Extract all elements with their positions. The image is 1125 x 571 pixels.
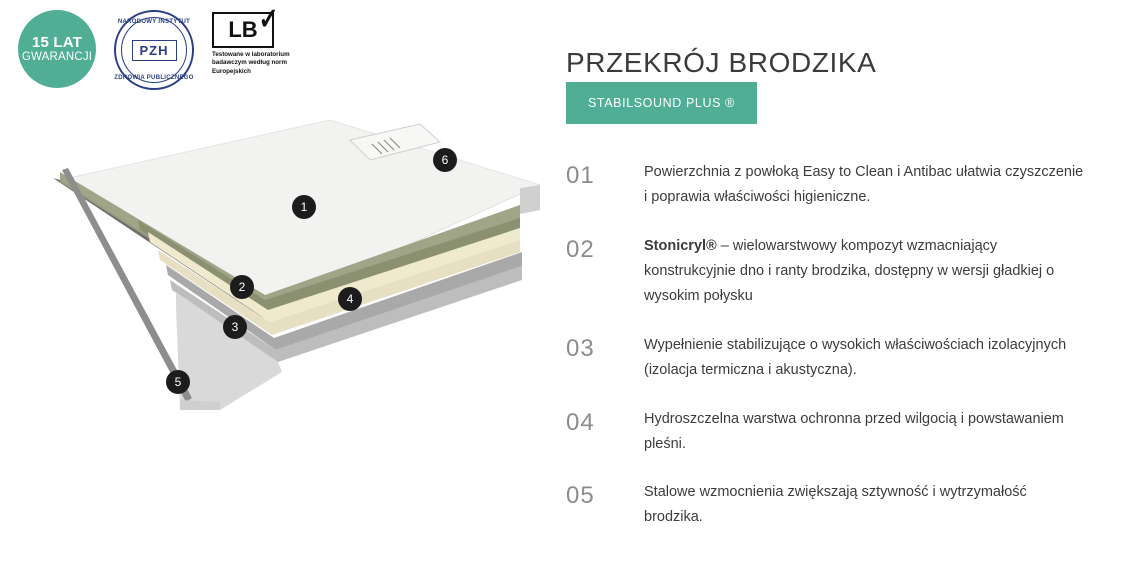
feature-text [644, 234, 1084, 309]
list-item [566, 160, 1086, 210]
lb-mark-icon [212, 3, 279, 48]
badge-15-year-guarantee [18, 10, 96, 88]
feature-text-bold: Stonicryl® [644, 237, 717, 254]
feature-number: 04 [566, 408, 595, 436]
marker-2[interactable]: 2 [230, 275, 254, 299]
badge-lb-caption: Testowane w laboratorium badawczym według norm Europejskich [212, 51, 290, 75]
list-item [566, 333, 1086, 383]
right-riser [520, 185, 540, 214]
shower-tray-cross-section-illustration [20, 110, 540, 440]
content-column [566, 0, 1106, 571]
page-title: PRZEKRÓJ BRODZIKA [566, 46, 877, 78]
marker-3[interactable]: 3 [223, 315, 247, 339]
badge-pzh-seal [114, 10, 194, 90]
feature-number: 03 [566, 334, 595, 362]
feature-text-body: Wypełnienie stabilizujące o wysokich właściwościach izolacyjnych (izolacja termiczna i akustyczna). [644, 336, 1067, 378]
list-item [566, 480, 1086, 530]
feature-number: 01 [566, 162, 595, 189]
badge-pzh-arc-bottom: ZDROWIA PUBLICZNEGO [114, 75, 194, 81]
list-item [566, 234, 1086, 309]
marker-1[interactable]: 1 [292, 195, 316, 219]
badge-guarantee-line1: 15 LAT [31, 33, 83, 51]
badge-lb-mark: LB [228, 17, 258, 42]
checkmark-icon: ✓ [258, 3, 279, 36]
feature-text [644, 480, 1084, 530]
list-item [566, 407, 1086, 457]
marker-5[interactable]: 5 [166, 370, 190, 394]
stabilsound-plus-button[interactable]: STABILSOUND PLUS ® [566, 82, 757, 124]
cross-section-svg [20, 110, 540, 440]
feature-text-body: Stalowe wzmocnienia zwiększają sztywność i wytrzymałość brodzika. [644, 484, 1027, 526]
marker-6[interactable]: 6 [433, 148, 457, 172]
badge-guarantee-line2: GWARANCJI [21, 51, 93, 64]
badge-lb-laboratory [212, 3, 302, 76]
feature-text-body: Hydroszczelna warstwa ochronna przed wilgocią i powstawaniem pleśni. [644, 410, 1064, 452]
feature-list [566, 160, 1086, 554]
badge-pzh-center: PZH [132, 40, 177, 61]
feature-text [644, 407, 1084, 457]
feature-number: 02 [566, 235, 595, 263]
feature-text-body: – wielowarstwowy kompozyt wzmacniający konstrukcyjnie dno i ranty brodzika, dostępny w wersji gładkiej o wysokim połysku [644, 237, 1055, 304]
feature-number: 05 [566, 482, 595, 510]
badge-pzh-arc-top: NARODOWY INSTYTUT [117, 19, 191, 25]
feature-text [644, 160, 1084, 210]
feature-text-body: Powierzchnia z powłoką Easy to Clean i Antibac ułatwia czyszczenie i poprawia właściwości higieniczne. [644, 164, 1084, 205]
marker-4[interactable]: 4 [338, 287, 362, 311]
certification-badges [18, 3, 302, 90]
feature-text [644, 333, 1084, 383]
